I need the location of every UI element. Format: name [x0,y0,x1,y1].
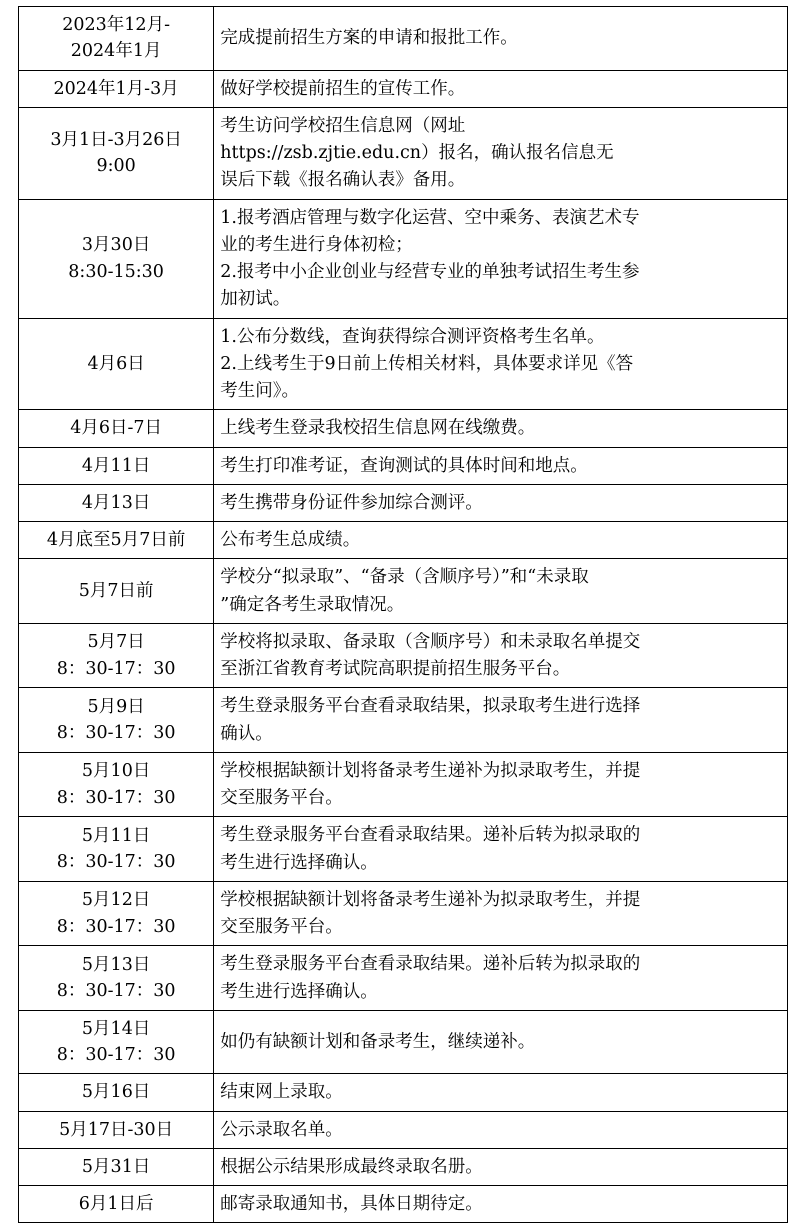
schedule-task-cell [214,484,788,521]
schedule-date-line: 5月12日 [81,890,151,911]
table-row [19,1148,788,1185]
schedule-date-line: 5月10日 [81,761,151,782]
schedule-date-line: 3月30日 [81,235,151,256]
schedule-task-cell [214,752,788,817]
table-row [19,1186,788,1223]
schedule-date-line: 2024年1月 [70,41,162,62]
schedule-date-line: 2023年12月- [62,15,170,35]
schedule-date-cell [19,1111,214,1148]
schedule-task-line: 交至服务平台。 [220,917,343,937]
schedule-date-line: 5月17日-30日 [59,1119,174,1140]
schedule-task-cell [214,7,788,71]
table-row [19,1010,788,1074]
schedule-date-cell [19,688,214,753]
schedule-task-cell [214,107,788,199]
schedule-date-cell [19,199,214,318]
schedule-date-cell [19,522,214,559]
schedule-date-line: 9:00 [96,156,136,177]
schedule-task-cell [214,1074,788,1111]
schedule-date-cell [19,559,214,624]
schedule-task-line: 结束网上录取。 [220,1082,343,1103]
schedule-task-line: 考生登录服务平台查看录取结果，拟录取考生进行选择 [220,696,641,717]
schedule-task-line: 1.报考酒店管理与数字化运营、空中乘务、表演艺术专 [220,207,640,228]
schedule-date-line: 5月31日 [81,1156,151,1177]
schedule-date-line: 4月6日-7日 [70,418,163,439]
schedule-date-line: 8：30-17：30 [56,723,176,743]
schedule-date-cell [19,70,214,107]
schedule-date-line: 4月11日 [81,455,151,476]
table-row [19,318,788,410]
schedule-task-line: ”确定各考生录取情况。 [220,594,405,615]
schedule-task-line: 邮寄录取通知书，具体日期待定。 [220,1194,483,1214]
table-row [19,559,788,624]
table-row [19,688,788,753]
schedule-task-cell [214,318,788,410]
schedule-task-line: 考生打印准考证，查询测试的具体时间和地点。 [220,455,588,476]
table-row [19,7,788,71]
table-row [19,752,788,817]
schedule-date-line: 8：30-17：30 [56,852,176,872]
schedule-task-line: 考生进行选择确认。 [220,852,378,873]
schedule-task-cell [214,70,788,107]
schedule-task-cell [214,447,788,484]
table-row [19,410,788,447]
table-row [19,1111,788,1148]
schedule-date-cell [19,107,214,199]
schedule-date-line: 3月1日-3月26日 [50,129,182,150]
schedule-task-line: 完成提前招生方案的申请和报批工作。 [220,28,518,49]
table-row [19,522,788,559]
table-row [19,817,788,882]
schedule-date-line: 4月13日 [81,492,151,513]
schedule-task-cell [214,881,788,946]
table-row [19,107,788,199]
schedule-task-line: 误后下载《报名确认表》备用。 [220,170,466,191]
schedule-date-cell [19,1148,214,1185]
schedule-date-cell [19,484,214,521]
schedule-task-line: 考生访问学校招生信息网（网址 [220,115,466,136]
schedule-date-line: 8：30-17：30 [56,787,176,808]
schedule-date-line: 4月6日 [87,353,145,374]
table-row [19,70,788,107]
schedule-date-line: 8:30-15:30 [68,261,164,282]
schedule-date-line: 5月16日 [81,1082,151,1103]
schedule-task-line: 交至服务平台。 [220,788,343,808]
schedule-task-line: 业的考生进行身体初检； [220,234,413,255]
schedule-task-line: 考生问》。 [220,381,299,401]
schedule-task-line: 学校分“拟录取”、“备录（含顺序号）”和“未录取 [220,567,589,588]
schedule-task-cell [214,199,788,318]
schedule-date-cell [19,1010,214,1074]
schedule-date-cell [19,946,214,1011]
schedule-task-line: 学校根据缺额计划将备录考生递补为拟录取考生，并提 [220,760,641,781]
schedule-date-line: 2024年1月-3月 [53,78,179,99]
schedule-task-cell [214,946,788,1011]
table-row [19,199,788,318]
table-row [19,946,788,1011]
schedule-task-cell [214,410,788,447]
schedule-date-line: 8：30-17：30 [56,916,176,937]
table-row [19,1074,788,1111]
schedule-task-line: 公布考生总成绩。 [220,530,361,550]
schedule-task-line: 考生登录服务平台查看录取结果。递补后转为拟录取的 [220,825,641,846]
schedule-date-cell [19,623,214,688]
schedule-date-cell [19,817,214,882]
schedule-date-line: 5月13日 [81,954,151,975]
schedule-date-line: 5月7日 [87,632,145,653]
schedule-task-line: 考生进行选择确认。 [220,981,378,1002]
schedule-date-line: 5月7日前 [78,580,154,601]
schedule-task-cell [214,1010,788,1074]
schedule-task-line: https://zsb.zjtie.edu.cn）报名，确认报名信息无 [220,143,614,163]
schedule-task-line: 如仍有缺额计划和备录考生，继续递补。 [220,1031,536,1052]
schedule-task-line: 做好学校提前招生的宣传工作。 [220,78,466,99]
schedule-date-line: 8：30-17：30 [56,658,176,679]
schedule-date-cell [19,881,214,946]
schedule-date-line: 4月底至5月7日前 [46,530,186,550]
schedule-task-cell [214,688,788,753]
schedule-date-cell [19,7,214,71]
schedule-task-cell [214,559,788,624]
schedule-task-line: 1.公布分数线，查询获得综合测评资格考生名单。 [220,326,605,347]
schedule-task-cell [214,1186,788,1223]
schedule-task-line: 公示录取名单。 [220,1119,343,1140]
schedule-task-line: 加初试。 [220,289,291,310]
schedule-date-cell [19,1186,214,1223]
schedule-date-line: 5月11日 [81,825,151,846]
schedule-table-body [19,7,788,1223]
schedule-task-line: 2.上线考生于9日前上传相关材料，具体要求详见《答 [220,353,634,374]
schedule-date-line: 5月14日 [81,1018,151,1039]
table-row [19,623,788,688]
schedule-date-line: 5月9日 [87,696,145,717]
schedule-date-cell [19,410,214,447]
schedule-date-line: 8：30-17：30 [56,1045,176,1065]
schedule-date-cell [19,447,214,484]
schedule-task-line: 至浙江省教育考试院高职提前招生服务平台。 [220,659,571,679]
table-row [19,881,788,946]
table-row [19,484,788,521]
schedule-task-line: 学校根据缺额计划将备录考生递补为拟录取考生，并提 [220,889,641,910]
schedule-task-cell [214,522,788,559]
schedule-task-line: 上线考生登录我校招生信息网在线缴费。 [220,418,536,439]
schedule-date-cell [19,752,214,817]
schedule-task-line: 考生携带身份证件参加综合测评。 [220,492,483,513]
schedule-task-cell [214,623,788,688]
schedule-date-line: 6月1日后 [78,1194,154,1214]
schedule-date-cell [19,318,214,410]
schedule-task-line: 学校将拟录取、备录取（含顺序号）和未录取名单提交 [220,631,641,652]
schedule-task-cell [214,1148,788,1185]
schedule-task-line: 2.报考中小企业创业与经营专业的单独考试招生考生参 [220,262,640,282]
schedule-date-cell [19,1074,214,1111]
admissions-schedule-table [18,6,788,1223]
schedule-task-cell [214,817,788,882]
schedule-task-line: 根据公示结果形成最终录取名册。 [220,1156,483,1177]
schedule-task-cell [214,1111,788,1148]
table-row [19,447,788,484]
schedule-task-line: 考生登录服务平台查看录取结果。递补后转为拟录取的 [220,954,641,975]
schedule-date-line: 8：30-17：30 [56,981,176,1001]
schedule-task-line: 确认。 [220,723,273,744]
